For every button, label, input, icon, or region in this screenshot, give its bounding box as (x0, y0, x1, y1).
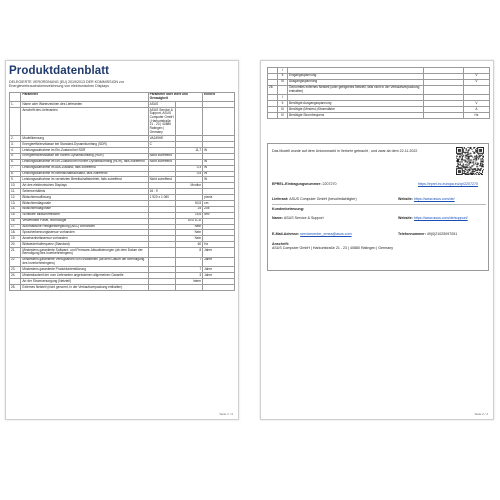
service-name-value: ASUS Service & Support (283, 216, 324, 220)
row-number: 8. (10, 171, 21, 177)
eprel-number: 2207270 (322, 182, 337, 186)
power-supply-table (267, 67, 490, 119)
row-value: C (148, 142, 175, 148)
phone-row (398, 232, 457, 236)
row-unit (203, 108, 235, 136)
market-date-text: Das Modell wurde auf dem Unionsmarkt in Verkehr gebracht , und zwar ab dem 22.11.2022 (272, 149, 418, 153)
row-parameter: Seitenverhältnis (21, 189, 148, 195)
eprel-number-row (272, 182, 337, 186)
supplier-website-row (398, 197, 455, 201)
row-unit: A (464, 107, 490, 113)
row-number: 7. (10, 165, 21, 171)
row-parameter: Mindestens garantierte Produktunterstützung (21, 267, 148, 273)
supplier-value: ASUS Computer GmbH (bevollmächtigter) (289, 197, 357, 201)
row-value (148, 257, 175, 267)
row-unit: cm (203, 200, 235, 206)
row-unit (464, 85, 490, 95)
table-row (268, 112, 490, 118)
phone-value: 49(0)21025097051 (426, 232, 458, 236)
eprel-label: EPREL-Eintragungsnummer: (272, 182, 322, 186)
page-title: Produktdatenblatt (9, 65, 110, 77)
service-name-label: Name: (272, 216, 283, 220)
row-unit: Zoll (203, 206, 235, 212)
supplier-row (272, 197, 357, 201)
email-link[interactable]: servicecenter_emea@asus.com (300, 232, 352, 236)
service-website-link[interactable]: https://www.asus.com/de/support/ (413, 216, 468, 220)
row-value: 16 : 9 (148, 189, 175, 195)
row-number (10, 108, 21, 136)
row-parameter: Energieeffizienzklasse bei Standard-Dynamikumfang (SDR) (21, 142, 148, 148)
row-value-right: 0,5 (175, 171, 202, 177)
service-name-row (272, 216, 324, 220)
table-row (10, 284, 235, 290)
row-value-right: 7 (175, 267, 202, 273)
phone-label: Telefonnummer: (398, 232, 426, 236)
row-subnumber: I (278, 95, 288, 101)
row-subnumber: IV (278, 112, 288, 118)
row-value-right: Intern (175, 279, 202, 285)
row-parameter: Mindestens garantierte Software- und Firmware-Aktualisierungen (ab dem Datum der Beendigung des Inverkehrbringens) (21, 248, 148, 258)
row-number: 11. (10, 189, 21, 195)
table-row (10, 108, 235, 136)
row-parameter: Leistungsaufnahme im Bereitschaftszustand, falls zutreffend (21, 171, 148, 177)
row-subnumber: I (278, 68, 288, 74)
row-value (148, 284, 175, 290)
row-value-right: 11,7 (175, 147, 202, 153)
row-unit: pixels (203, 195, 235, 201)
row-value-right: LED LCD (175, 218, 202, 224)
row-value-right (175, 284, 202, 290)
row-value-right: 24 (175, 206, 202, 212)
row-value (148, 248, 175, 258)
header-param: Parameter (21, 92, 148, 102)
row-parameter: Ausgangsspannung (288, 79, 424, 85)
row-parameter: Benötigte Ausgangsspannung (288, 101, 424, 107)
qr-code-icon[interactable] (456, 147, 484, 175)
row-value-right: 60 (175, 242, 202, 248)
page-1-content (9, 65, 235, 291)
row-subnumber: II (278, 73, 288, 79)
row-value (424, 85, 464, 95)
row-unit: dm² (203, 212, 235, 218)
row-number: 9. (10, 177, 21, 183)
row-value: ASUS (148, 102, 175, 108)
row-parameter: Art der Stromversorgung (Netzteil) (21, 279, 148, 285)
divider (272, 204, 486, 205)
row-unit: W (203, 159, 235, 165)
row-number: 13. (10, 200, 21, 206)
row-value: 1 920 x 1 080 (148, 195, 175, 201)
email-row (272, 232, 352, 236)
row-value-right: 8 (175, 248, 202, 258)
table-row (268, 85, 490, 95)
row-parameter: Leistungsaufnahme im vernetzten Bereitschaftsbetrieb, falls zutreffend (21, 177, 148, 183)
row-value: Nicht zutreffend (148, 159, 175, 165)
table-row (10, 248, 235, 258)
row-parameter: Genormtes externes Netzteil (oder geeignetes Netzteil, falls nicht in der Verkaufsverpackung enthalten) (288, 85, 424, 95)
row-number: 24. (10, 273, 21, 279)
row-unit (203, 284, 235, 290)
datasheet-page-1 (5, 60, 239, 420)
row-parameter: Eingangsspannung (288, 73, 424, 79)
row-value-right: 60,5 (175, 200, 202, 206)
row-number: 17. (10, 224, 21, 230)
row-unit: V (464, 101, 490, 107)
header-value: Parameter oder Wert und Genauigkeit (148, 92, 203, 102)
page-2-footer: Seite 2 / 2 (474, 412, 488, 416)
row-subnumber: II (278, 101, 288, 107)
row-number: 26. (268, 85, 278, 95)
page-2-content (267, 67, 489, 119)
row-number: 15. (10, 212, 21, 218)
row-unit: Jahre (203, 273, 235, 279)
row-parameter: Leistungsaufnahme im Aus-Zustand, falls zutreffend (21, 165, 148, 171)
email-label: E-Mail-Adresse: (272, 232, 300, 236)
row-value-right: 7 (175, 257, 202, 267)
eprel-link[interactable]: https://eprel.ec.europa.eu/qr/2207270 (418, 182, 478, 186)
row-parameter: Anschrift des Lieferanten (21, 108, 148, 136)
spec-table (9, 92, 235, 291)
datasheet-page-2 (260, 60, 494, 420)
row-number: 14. (10, 206, 21, 212)
row-unit: W (203, 171, 235, 177)
row-unit: Hz (464, 112, 490, 118)
row-number (268, 112, 278, 118)
header-unit: Einheit (203, 92, 235, 102)
supplier-website-link[interactable]: https://www.asus.com/de/ (413, 197, 455, 201)
row-unit: Jahre (203, 267, 235, 273)
row-number: 21. (10, 248, 21, 258)
row-number: 20. (10, 242, 21, 248)
row-parameter: Benötigte Stromfrequenz (288, 112, 424, 118)
row-parameter: Modellkennung (21, 136, 148, 142)
row-subnumber: III (278, 107, 288, 113)
row-parameter: Externes Netzteil (nicht genormt, in der Verkaufsverpackung enthalten) (21, 284, 148, 290)
regulation-intro: DELEGIERTE VERORDNUNG (EU) 2019/2013 DER KOMMISSION zur Energieverbrauchskennzeichnung von elektronischen Displays (9, 80, 124, 89)
row-subnumber (278, 85, 288, 95)
row-number: 18. (10, 230, 21, 236)
service-website-row (398, 216, 486, 220)
row-value-right: 15,6 (175, 212, 202, 218)
row-number: 4. (10, 147, 21, 153)
row-number: 22. (10, 257, 21, 267)
row-parameter: Name oder Warenzeichen des Lieferanten (21, 102, 148, 108)
row-parameter: Automatische Helligkeitsregelung (ABC) vorhanden (21, 224, 148, 230)
row-parameter: Verwendete Panel-Technologie (21, 218, 148, 224)
row-value: VA249HE (148, 136, 175, 142)
row-parameter: Bildschirmdiagonale (21, 206, 148, 212)
row-value: ASUS Service & Support, ASUS Computer GmbH | Harkortstraße 21 - 23 | 40880 Ratingen | Germany (149, 107, 174, 134)
row-parameter: Energieeffizienzklasse bei hohem Dynamikumfang (HDR) (21, 153, 148, 159)
row-number: 23. (10, 267, 21, 273)
row-value-right: Nein (175, 230, 202, 236)
spec-table-header (10, 92, 235, 102)
eprel-info-box (267, 143, 489, 271)
row-number: 2. (10, 136, 21, 142)
row-unit: V (464, 73, 490, 79)
row-value-right: 0,3 (175, 165, 202, 171)
row-parameter: Bildwiederholfrequenz (Standard) (21, 242, 148, 248)
row-number: 19. (10, 236, 21, 242)
row-unit: W (203, 177, 235, 183)
row-value-right: Nein (175, 236, 202, 242)
page-1-footer: Seite 1 / 2 (219, 412, 233, 416)
row-parameter: Leistungsaufnahme im Ein-Zustand bei hohem Dynamikumfang (HDR), falls zutreffend (21, 159, 148, 165)
row-number: 6. (10, 159, 21, 165)
row-parameter: Mindestens garantierte Verfügbarkeit von Ersatzteilen (ab dem Datum der Beendigung des Inverkehrbringens) (21, 257, 148, 267)
customer-service-title: Kundenbetreuung: (272, 207, 305, 211)
row-unit: Jahre (203, 257, 235, 267)
service-website-label: Website: (398, 216, 413, 220)
row-value: Nicht zutreffend (148, 153, 175, 159)
row-number: 1. (10, 102, 21, 108)
supplier-label: Lieferant: (272, 197, 289, 201)
row-unit: W (203, 147, 235, 153)
address-label: Anschrift: (272, 242, 289, 246)
supplier-website-label: Website: (398, 197, 413, 201)
row-number: 16. (10, 218, 21, 224)
row-subnumber: III (278, 79, 288, 85)
row-parameter: Bildschirmdiagonale (21, 200, 148, 206)
row-parameter: Sichtbare Bildschirmfläche (21, 212, 148, 218)
row-value-right (175, 108, 202, 136)
row-number: 5. (10, 153, 21, 159)
row-value (424, 112, 464, 118)
row-unit: Hz (203, 242, 235, 248)
row-parameter: Bildschirmauflösung (21, 195, 148, 201)
row-parameter: Leistungsaufnahme im Ein-Zustand bei SDR (21, 147, 148, 153)
row-value-right: 3 (175, 273, 202, 279)
row-parameter: Art des elektronischen Displays (21, 183, 148, 189)
address-value: ASUS Computer GmbH | Harkortstraße 21 - 23 | 40880 Ratingen | Germany (272, 246, 394, 251)
row-parameter: Benötigte (Mindest-)Stromstärke (288, 107, 424, 113)
row-number: 3. (10, 142, 21, 148)
row-value: Nicht zutreffend (148, 177, 175, 183)
row-parameter: Mindestlaufzeit der vom Lieferanten angebotenen allgemeinen Garantie (21, 273, 148, 279)
address-row (272, 242, 393, 251)
row-value-right: Monitor (175, 183, 202, 189)
header-no (10, 92, 21, 102)
row-value-right: Nein (175, 224, 202, 230)
row-parameter: Anwesenheitssensor vorhanden (21, 236, 148, 242)
row-number: 12. (10, 195, 21, 201)
row-unit: W (203, 165, 235, 171)
row-number: 25. (10, 284, 21, 290)
row-parameter: Spracherkennungssensor vorhanden (21, 230, 148, 236)
row-number: 10. (10, 183, 21, 189)
row-unit: Jahre (203, 248, 235, 258)
row-unit: V (464, 79, 490, 85)
table-row (10, 257, 235, 267)
